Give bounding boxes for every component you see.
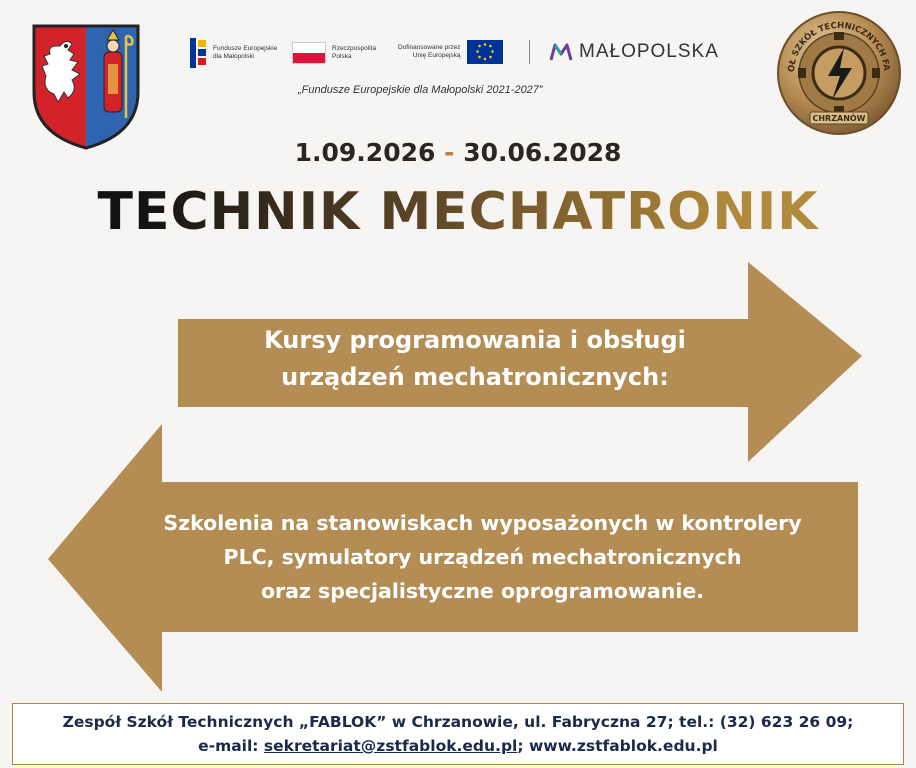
- pl-flag-icon: [292, 42, 326, 64]
- date-start: 1.09.2026: [294, 138, 436, 167]
- badge-arc-text: ÓŁ SZKÓŁ TECHNICZNYCH FA: [786, 20, 892, 73]
- date-range: [0, 138, 916, 167]
- malopolska-logo: [549, 41, 719, 63]
- region-name: MAŁOPOLSKA: [579, 41, 719, 62]
- logo-divider: [529, 40, 530, 64]
- arrow-left-line1: Szkolenia na stanowiskach wyposażonych w kontrolery: [163, 511, 802, 535]
- footer-address: Zespół Szkół Technicznych „FABLOK” w Chrzanowie, ul. Fabryczna 27; tel.: (32) 623 26 09;: [62, 713, 854, 731]
- date-separator: -: [444, 138, 455, 167]
- arrow-left-line2: PLC, symulatory urządzeń mechatronicznych: [223, 545, 742, 569]
- eu-label-line2: Unię Europejską: [412, 52, 461, 59]
- pl-label-line1: Rzeczpospolita: [332, 45, 377, 52]
- eu-logo: [398, 40, 503, 64]
- arrow-right-line1: Kursy programowania i obsługi: [264, 326, 686, 354]
- coat-of-arms-logo: [30, 22, 142, 152]
- arrow-right-line2: urządzeń mechatronicznych:: [281, 363, 669, 391]
- eu-label-line1: Dofinansowane przez: [398, 44, 461, 51]
- fe-label-line2: dla Małopolski: [213, 53, 255, 60]
- footer-web-sep: ;: [517, 737, 529, 755]
- contact-footer: [12, 703, 904, 765]
- page-title: TECHNIK MECHATRONIK: [0, 182, 916, 242]
- pl-label-line2: Polska: [332, 53, 352, 60]
- malopolska-m-icon: [549, 42, 573, 62]
- email-link[interactable]: sekretariat@zstfablok.edu.pl: [263, 737, 518, 755]
- website-link[interactable]: www.zstfablok.edu.pl: [528, 737, 718, 755]
- funding-logos-strip: [186, 34, 736, 104]
- footer-contact-line: [13, 734, 903, 758]
- arrow-right-text: [190, 322, 760, 396]
- funding-slogan: „Fundusze Europejskie dla Małopolski 2021-2027”: [298, 84, 543, 96]
- school-badge-logo: [776, 10, 902, 136]
- date-end: 30.06.2028: [463, 138, 622, 167]
- footer-email-prefix: e-mail:: [198, 737, 264, 755]
- pl-logo: [292, 42, 376, 64]
- fe-mark-icon: [190, 38, 208, 68]
- eu-flag-icon: [467, 40, 503, 64]
- fe-label-line1: Fundusze Europejskie: [213, 45, 278, 52]
- arrow-left-text: [95, 506, 870, 608]
- fe-logo: [190, 38, 277, 68]
- arrow-left-line3: oraz specjalistyczne oprogramowanie.: [260, 579, 705, 603]
- badge-city-text: CHRZANÓW: [812, 114, 866, 123]
